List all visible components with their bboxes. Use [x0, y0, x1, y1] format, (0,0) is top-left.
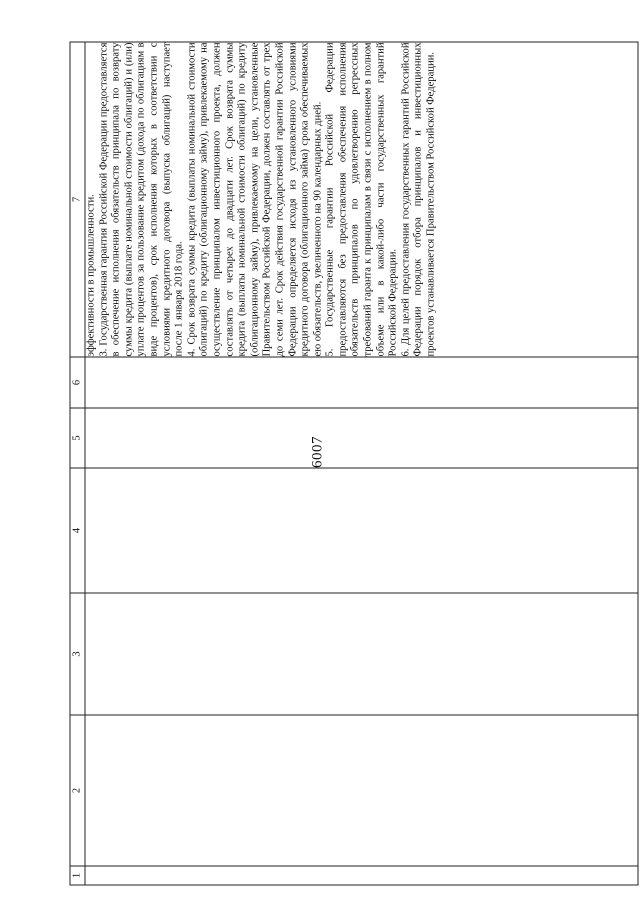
paragraph-item-3: 3. Государственная гарантия Российской Федерации предоставляется в обеспечение исполнения обязательств принципала по возврату суммы кредита (выплате номинальной стоимости облигаций) и (или) уплате процентов за пользование кредитом (дохода по облигациям в виде процентов), срок исполнения которых в соответствии с условиями кредитного договора (выпуска облигаций) наступает после 1 января 2018 года. — [98, 42, 185, 357]
paragraph-item-6: 6. Для целей предоставления государственных гарантий Российской Федерации порядок отбора принципалов и инвестиционных проектов устанавливается Правительством Российской Федерации. — [400, 42, 437, 357]
cell-col-7 — [85, 42, 638, 357]
cell-col-2 — [85, 715, 638, 866]
cell-col-1 — [85, 866, 638, 885]
cell-col-4 — [85, 468, 638, 593]
column-header-5: 5 — [70, 408, 85, 468]
cell-col-3 — [85, 593, 638, 715]
cell-col-6 — [85, 357, 638, 408]
page-number: 6007 — [309, 436, 326, 468]
cell-col-5 — [85, 408, 638, 468]
rotated-table-container — [70, 43, 639, 886]
paragraph-continuation: эффективности в промышленности. — [85, 194, 97, 357]
column-header-4: 4 — [70, 468, 85, 593]
paragraph-item-4: 4. Срок возврата суммы кредита (выплаты номинальной стоимости облигаций) по кредиту (облигационному займу), привлекаемому на осуществление принципалом инвестиционного проекта, должен составлять от четырех до двадцати лет. Срок возврата суммы кредита (выплаты номинальной стоимости облигаций) по кредиту (облигационному займу), привлекаемому на цели, установленные Правительством Российской Федерации, должен составлять от трех до семи лет. Срок действия государственной гарантии Российской Федерации определяется исходя из установленного условиями кредитного договора (облигационного займа) срока обеспечиваемых ею обязательств, увеличенного на 90 календарных дней. — [186, 42, 324, 357]
table-row — [85, 42, 638, 885]
column-header-1: 1 — [70, 866, 85, 885]
column-header-3: 3 — [70, 593, 85, 715]
paragraph-item-5: 5. Государственные гарантии Российской Федерации предоставляются без предоставления обеспечения исполнения обязательств принципалов по удовлетворению регрессных требований гаранта к принципалам в связи с исполнением в полном объеме или в какой-либо части государственных гарантий Российской Федерации. — [324, 42, 399, 357]
column-header-2: 2 — [70, 715, 85, 866]
column-header-7: 7 — [70, 42, 85, 357]
guarantees-table — [70, 42, 639, 886]
table-header-row — [70, 42, 85, 885]
column-header-6: 6 — [70, 357, 85, 408]
